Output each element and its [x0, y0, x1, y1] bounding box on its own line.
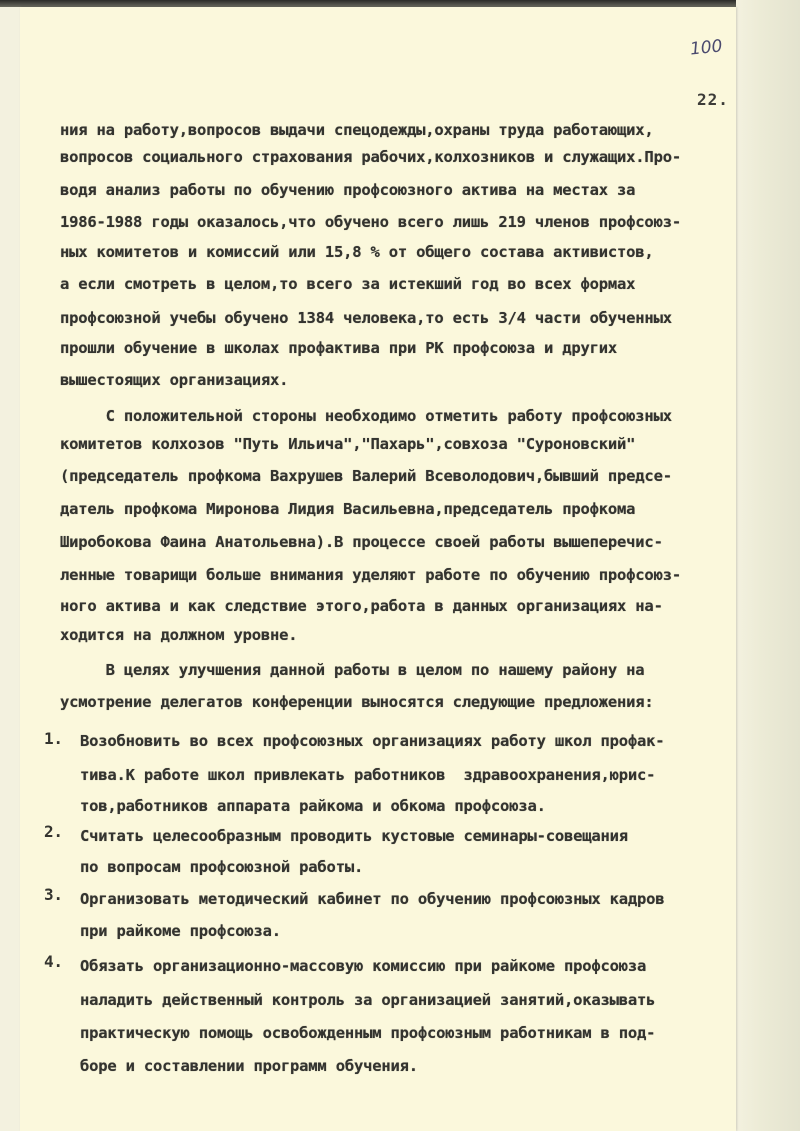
text-line: Возобновить во всех профсоюзных организациях работу школ профак- — [80, 732, 665, 750]
proposal-number: 1. — [44, 729, 63, 748]
text-line: С положительной стороны необходимо отметить работу профсоюзных — [60, 407, 672, 425]
text-line: вышестоящих организациях. — [60, 371, 289, 389]
text-line: ния на работу,вопросов выдачи спецодежды,охраны труда работающих, — [60, 121, 654, 139]
text-line: практическую помощь освобожденным профсоюзным работникам в под- — [80, 1024, 656, 1042]
text-line: ного актива и как следствие этого,работа в данных организациях на- — [60, 597, 663, 615]
text-line: профсоюзной учебы обучено 1384 человека,то есть 3/4 части обученных — [60, 309, 672, 327]
folio-number: 100 — [689, 36, 724, 60]
proposal-number: 3. — [44, 885, 63, 904]
text-line: при райкоме профсоюза. — [80, 922, 281, 940]
text-line: а если смотреть в целом,то всего за истекший год во всех формах — [60, 275, 636, 293]
text-line: наладить действенный контроль за организацией занятий,оказывать — [80, 991, 656, 1009]
text-line: В целях улучшения данной работы в целом по нашему району на — [60, 661, 645, 679]
text-line: ных комитетов и комиссий или 15,8 % от общего состава активистов, — [60, 243, 654, 261]
text-line: боре и составлении программ обучения. — [80, 1057, 418, 1075]
text-line: Широбокова Фаина Анатольевна).В процессе своей работы вышеперечис- — [60, 533, 663, 551]
page-number: 22. — [697, 90, 729, 109]
text-line: Организовать методический кабинет по обучению профсоюзных кадров — [80, 890, 665, 908]
text-line: комитетов колхозов "Путь Ильича","Пахарь",совхоза "Суроновский" — [60, 435, 636, 453]
text-line: ленные товарищи больше внимания уделяют работе по обучению профсоюз- — [60, 566, 681, 584]
proposal-number: 4. — [44, 952, 63, 971]
text-line: (председатель профкома Вахрушев Валерий Всеволодович,бывший предсе- — [60, 467, 672, 485]
proposal-number: 2. — [44, 822, 63, 841]
text-line: вопросов социального страхования рабочих,колхозников и служащих.Про- — [60, 148, 681, 166]
text-line: Обязать организационно-массовую комиссию при райкоме профсоюза — [80, 957, 647, 975]
text-line: тов,работников аппарата райкома и обкома профсоюза. — [80, 797, 546, 815]
text-line: Считать целесообразным проводить кустовые семинары-совещания — [80, 827, 628, 845]
text-line: тива.К работе школ привлекать работников здравоохранения,юрис- — [80, 766, 656, 784]
text-line: 1986-1988 годы оказалось,что обучено всего лишь 219 членов профсоюз- — [60, 213, 681, 231]
text-line: ходится на должном уровне. — [60, 626, 298, 644]
text-line: водя анализ работы по обучению профсоюзного актива на местах за — [60, 181, 636, 199]
text-line: по вопросам профсоюзной работы. — [80, 858, 364, 876]
text-line: усмотрение делегатов конференции выносятся следующие предложения: — [60, 693, 654, 711]
text-line: датель профкома Миронова Лидия Васильевна,председатель профкома — [60, 500, 636, 518]
text-line: прошли обучение в школах профактива при РК профсоюза и других — [60, 339, 618, 357]
